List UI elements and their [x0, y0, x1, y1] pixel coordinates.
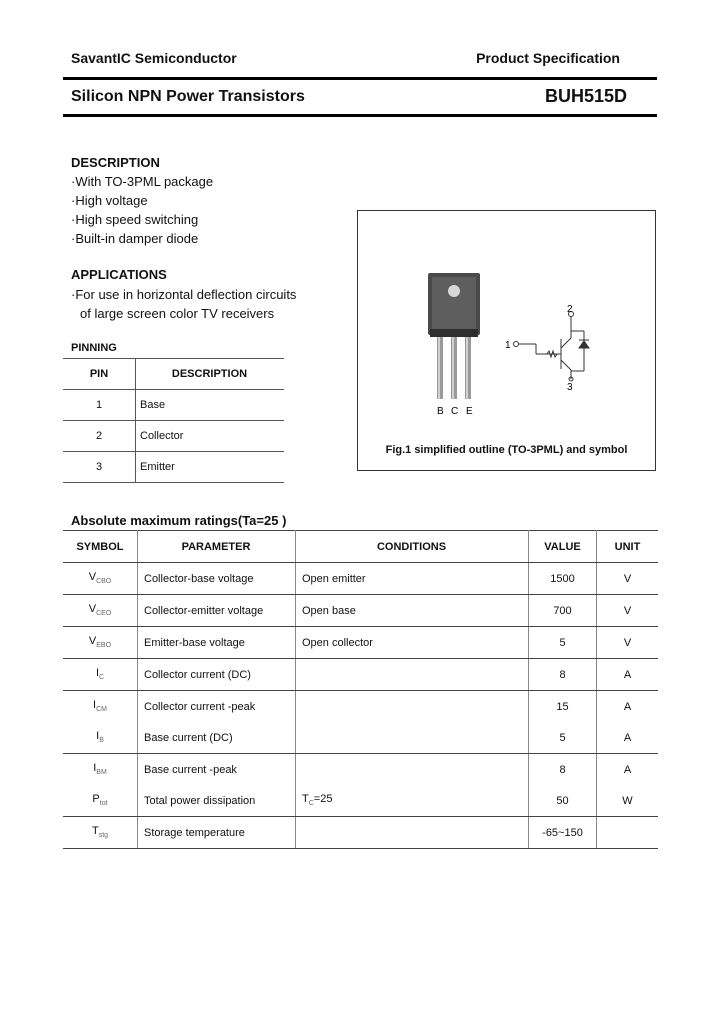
package-outline-figure [358, 211, 655, 470]
applications-heading: APPLICATIONS [71, 267, 167, 282]
table-row [63, 595, 658, 627]
symbol-pin-2: 2 [567, 304, 573, 315]
pin-description-header: DESCRIPTION [136, 359, 285, 390]
conditions-cell: Open base [296, 595, 529, 627]
value-cell: 15 [529, 691, 597, 723]
unit-cell [597, 817, 659, 849]
unit-header: UNIT [597, 531, 659, 563]
table-row [63, 754, 658, 786]
value-cell: 1500 [529, 563, 597, 595]
title-divider [63, 114, 657, 117]
table-row [63, 627, 658, 659]
figure-box [357, 210, 656, 471]
symbol-cell: $I_B$ [63, 722, 138, 754]
parameter-cell: Emitter-base voltage [138, 627, 296, 659]
pin-description: Emitter [136, 452, 285, 483]
description-item: ·High speed switching [71, 212, 199, 227]
conditions-cell [296, 722, 529, 754]
header-divider [63, 77, 657, 80]
pin-letter-b: B [437, 406, 444, 417]
symbol-cell: $P_{tot}$ [63, 785, 138, 817]
description-list [71, 172, 213, 248]
table-row [63, 659, 658, 691]
conditions-cell: Open collector [296, 627, 529, 659]
pin-letter-e: E [466, 406, 473, 417]
symbol-cell: $V_{EBO}$ [63, 627, 138, 659]
pin-description: Base [136, 390, 285, 421]
ratings-heading: Absolute maximum ratings(Ta=25 ) [71, 513, 287, 528]
table-row [63, 563, 658, 595]
ratings-table [63, 530, 658, 849]
symbol-cell: $I_C$ [63, 659, 138, 691]
transistor-symbol [514, 312, 590, 382]
part-number: BUH515D [544, 86, 627, 106]
conditions-cell [296, 817, 529, 849]
parameter-cell: Base current -peak [138, 754, 296, 786]
pin-number: 2 [63, 421, 136, 452]
parameter-header: PARAMETER [138, 531, 296, 563]
ratings-header-row [63, 531, 658, 563]
unit-cell: V [597, 563, 659, 595]
parameter-cell: Collector current -peak [138, 691, 296, 723]
description-item: ·Built-in damper diode [71, 231, 199, 246]
conditions-cell [296, 691, 529, 723]
parameter-cell: Base current (DC) [138, 722, 296, 754]
symbol-cell: $I_{BM}$ [63, 754, 138, 786]
parameter-cell: Collector-base voltage [138, 563, 296, 595]
value-cell: -65~150 [529, 817, 597, 849]
conditions-cell: $T_C=25$ [296, 785, 529, 817]
parameter-cell: Collector-emitter voltage [138, 595, 296, 627]
conditions-cell [296, 659, 529, 691]
conditions-header: CONDITIONS [296, 531, 529, 563]
unit-cell: V [597, 627, 659, 659]
table-row [63, 785, 658, 817]
conditions-cell [296, 754, 529, 786]
product-title: Silicon NPN Power Transistors [71, 88, 305, 105]
pin-description: Collector [136, 421, 285, 452]
symbol-header: SYMBOL [63, 531, 138, 563]
pinning-heading: PINNING [71, 342, 117, 354]
conditions-cell: Open emitter [296, 563, 529, 595]
table-row [63, 691, 658, 723]
pin-number: 1 [63, 390, 136, 421]
value-cell: 5 [529, 722, 597, 754]
pinning-header-row [63, 359, 284, 390]
document-type: Product Specification [476, 50, 620, 66]
symbol-cell: $T_{stg}$ [63, 817, 138, 849]
unit-cell: A [623, 763, 632, 776]
value-cell: 8 [529, 659, 597, 691]
unit-cell: W [597, 785, 659, 817]
symbol-pin-1: 1 [505, 340, 511, 351]
description-item: ·High voltage [71, 193, 148, 208]
symbol-cell: $I_{CM}$ [63, 691, 138, 723]
description-heading: DESCRIPTION [71, 155, 160, 170]
applications-list [71, 285, 296, 323]
value-header: VALUE [529, 531, 597, 563]
unit-cell: A [597, 722, 659, 754]
table-row [63, 817, 658, 849]
company-name: SavantIC Semiconductor [71, 50, 237, 66]
pin-number: 3 [63, 452, 136, 483]
unit-cell: V [597, 595, 659, 627]
applications-line: of large screen color TV receivers [80, 306, 275, 321]
unit-cell: A [597, 659, 659, 691]
applications-line: ·For use in horizontal deflection circuits [71, 287, 297, 302]
figure-caption: Fig.1 simplified outline (TO-3PML) and symbol [385, 444, 628, 456]
parameter-cell: Collector current (DC) [138, 659, 296, 691]
symbol-cell: $V_{CBO}$ [63, 563, 138, 595]
pinning-row [63, 390, 284, 421]
pinning-table [63, 358, 284, 483]
symbol-pin-3: 3 [567, 382, 573, 393]
symbol-cell: $V_{CEO}$ [63, 595, 138, 627]
description-item: ·With TO-3PML package [71, 174, 214, 189]
pin-header: PIN [63, 359, 136, 390]
pinning-row [63, 421, 284, 452]
unit-cell: A [623, 700, 632, 713]
pin-letter-c: C [451, 406, 459, 417]
parameter-cell: Total power dissipation [138, 785, 296, 817]
table-row [63, 722, 658, 754]
to3pml-package-image [428, 273, 480, 399]
parameter-cell: Storage temperature [138, 817, 296, 849]
pinning-row [63, 452, 284, 483]
value-cell: 50 [529, 785, 597, 817]
value-cell: 8 [529, 754, 597, 786]
value-cell: 700 [529, 595, 597, 627]
value-cell: 5 [529, 627, 597, 659]
